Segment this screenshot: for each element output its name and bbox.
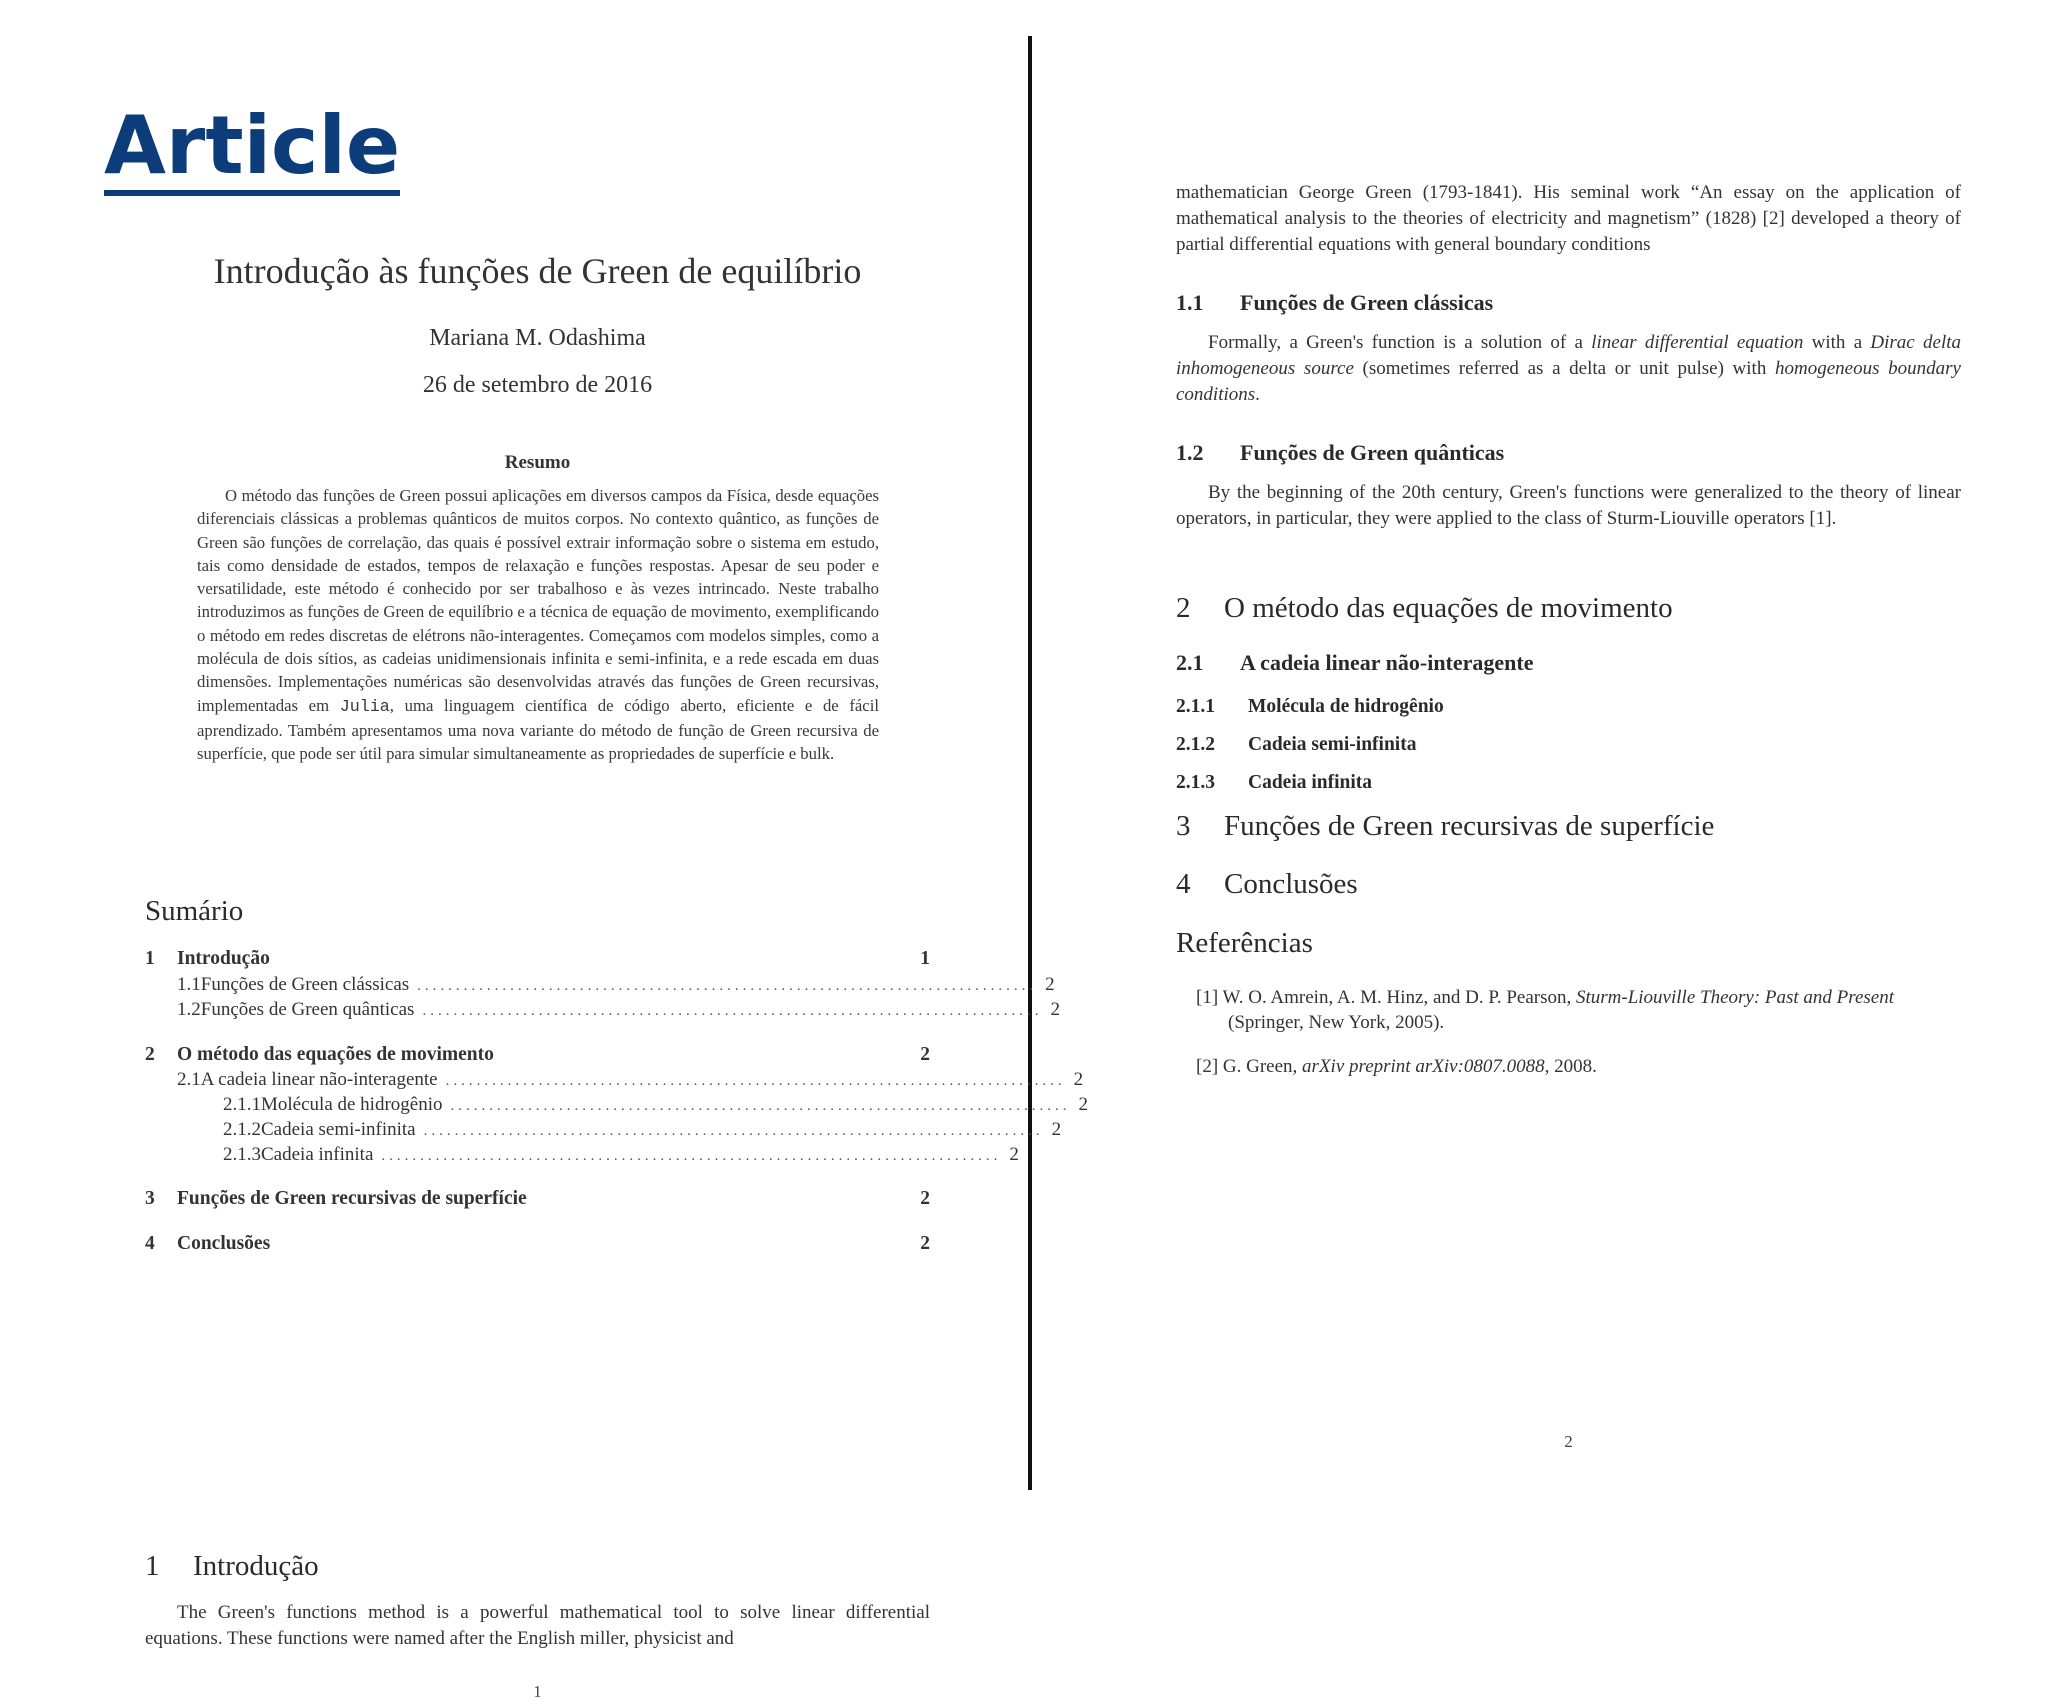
ref1-publisher: (Springer, New York, 2005). (1228, 1012, 1445, 1033)
section-2-number: 2 (1176, 592, 1191, 624)
toc-entry (145, 1094, 1089, 1116)
toc-entry-label: Cadeia infinita (261, 1144, 374, 1165)
section-4-number: 4 (1176, 868, 1191, 900)
toc-leader-dots: ................................................................................ (423, 1123, 1044, 1139)
section-2-1-number: 2.1 (1176, 650, 1204, 675)
references-heading: Referências (1176, 927, 1313, 959)
document-date: 26 de setembro de 2016 (422, 372, 653, 398)
section-2-heading (1176, 592, 1673, 625)
document-author: Mariana M. Odashima (429, 325, 646, 351)
toc-entry (145, 1144, 1019, 1166)
section-1-2-heading (1176, 440, 1504, 466)
ref2-title: arXiv preprint arXiv:0807.0088 (1302, 1056, 1545, 1077)
ref2-authors: [2] G. Green, (1196, 1056, 1303, 1077)
section-2-1-3-heading (1176, 772, 1372, 794)
toc-entry-page: 1 (920, 948, 930, 969)
section-4-title: Conclusões (1224, 868, 1358, 900)
abstract-heading: Resumo (504, 452, 571, 473)
reference-1 (1196, 985, 1961, 1035)
toc-entry (145, 974, 1055, 996)
document-title: Introdução às funções de Green de equilíbrio (213, 251, 862, 291)
ref1-title: Sturm-Liouville Theory: Past and Present (1575, 987, 1895, 1008)
abstract-text-2: , uma linguagem científica de código aberto, eficiente e de fácil aprendizado. Também apresentamos uma nova variante do método de função de Green recursiva de superfície, que pode ser útil para simular simultaneamente as propriedades de superfície e bulk. (197, 695, 879, 764)
section-1-1-number: 1.1 (1176, 290, 1204, 315)
section-2-1-3-title: Cadeia infinita (1248, 772, 1373, 793)
toc-leader-dots: ................................................................................ (381, 1148, 1002, 1164)
toc-heading: Sumário (145, 895, 244, 927)
toc-entry-number: 2.1.2 (223, 1119, 261, 1140)
s11-text-f: homogeneous boundary conditions (1176, 358, 1961, 405)
section-1-2-text: By the beginning of the 20th century, Green's functions were generalized to the theory of linear operators, in particular, they were applied to the class of Sturm-Liouville operators [1]. (1176, 482, 1961, 529)
toc-entry-label: Funções de Green quânticas (200, 999, 415, 1020)
toc-entry-page: 2 (1051, 1119, 1062, 1140)
page-divider (1028, 36, 1032, 1490)
toc-entry (145, 1233, 930, 1255)
section-2-1-2-title: Cadeia semi-infinita (1248, 734, 1417, 755)
section-2-title: O método das equações de movimento (1224, 592, 1673, 624)
toc-entry-number: 2.1 (177, 1069, 201, 1090)
toc-entry (145, 1119, 1062, 1141)
toc-entry-number: 3 (145, 1188, 155, 1209)
toc-entry-label: A cadeia linear não-interagente (200, 1069, 438, 1090)
toc-entry-label: Introdução (177, 948, 270, 969)
toc-entry (145, 1188, 930, 1210)
toc-entry-number: 1 (145, 948, 155, 969)
toc-entry-label: O método das equações de movimento (177, 1044, 494, 1065)
toc-entry (145, 1044, 930, 1066)
toc-leader-dots: ................................................................................ (422, 1003, 1043, 1019)
slide-title: Article (104, 106, 400, 196)
section-2-1-2-heading (1176, 734, 1416, 756)
toc-entry-number: 4 (145, 1233, 155, 1254)
section-2-1-1-title: Molécula de hidrogênio (1248, 696, 1444, 717)
section-2-1-3-number: 2.1.3 (1176, 772, 1215, 793)
s11-text-b: linear differential equation (1591, 332, 1804, 353)
section-2-1-heading (1176, 650, 1534, 676)
section-1-text: The Green's functions method is a powerful mathematical tool to solve linear differential equations. These functions were named after the English miller, physicist and (145, 1602, 930, 1649)
section-1-number: 1 (145, 1550, 160, 1582)
intro-continuation: mathematician George Green (1793-1841). His seminal work “An essay on the application of mathematical analysis to the theories of electricity and magnetism” (1828) [2] developed a theory of partial differential equations with general boundary conditions (1176, 182, 1961, 255)
toc-leader-dots: ................................................................................ (450, 1098, 1071, 1114)
page-number-2: 2 (1564, 1432, 1573, 1451)
toc-leader-dots: ................................................................................ (445, 1073, 1066, 1089)
abstract-code: Julia (339, 697, 390, 717)
toc-entry-page: 2 (920, 1233, 930, 1254)
toc-entry-page: 2 (1045, 974, 1055, 995)
section-2-1-title: A cadeia linear não-interagente (1240, 650, 1534, 675)
section-4-heading (1176, 868, 1358, 901)
toc-entry-number: 2.1.1 (223, 1094, 261, 1115)
section-1-1-heading (1176, 290, 1493, 316)
section-1-1-text (1176, 330, 1961, 408)
toc-entry-page: 2 (1073, 1069, 1084, 1090)
toc-entry-number: 2 (145, 1044, 155, 1065)
section-1-heading (145, 1550, 319, 1583)
toc-entry-number: 1.1 (177, 974, 201, 995)
section-1-2-number: 1.2 (1176, 440, 1204, 465)
toc-entry-number: 1.2 (177, 999, 201, 1020)
s11-text-g: . (1255, 384, 1260, 405)
s11-text-e: (sometimes referred as a delta or unit pulse) with (1353, 358, 1776, 379)
ref2-year: , 2008. (1544, 1056, 1597, 1077)
s11-text-c: with a (1803, 332, 1871, 353)
section-2-1-1-number: 2.1.1 (1176, 696, 1215, 717)
toc-entry-number: 2.1.3 (223, 1144, 261, 1165)
toc-entry-label: Conclusões (177, 1233, 271, 1254)
toc-entry-page: 2 (1078, 1094, 1089, 1115)
page-number-1: 1 (533, 1682, 542, 1701)
toc-entry (145, 1069, 1084, 1091)
abstract-text-1: O método das funções de Green possui aplicações em diversos campos da Física, desde equações diferenciais clássicas a problemas quânticos de muitos corpos. No contexto quântico, as funções de Green são funções de correlação, das quais é possível extrair informação sobre o sistema em estudo, tais como densidade de estados, tempos de relaxação e funções respostas. Apesar de seu poder e versatilidade, este método é conhecido por ser trabalhoso e às vezes intrincado. Neste trabalho introduzimos as funções de Green de equilíbrio e a técnica de equação de movimento, exemplificando o método em redes discretas de elétrons não-interagentes. Começamos com modelos simples, como a molécula de dois sítios, as cadeias unidimensionais infinita e semi-infinita, e a rede escada em duas dimensões. Implementações numéricas são desenvolvidas através das funções de Green recursivas, implementadas em (197, 486, 879, 715)
s11-text-d: Dirac delta inhomogeneous source (1176, 332, 1961, 379)
section-3-title: Funções de Green recursivas de superfície (1224, 810, 1715, 842)
toc-entry-label: Cadeia semi-infinita (261, 1119, 416, 1140)
ref1-authors: [1] W. O. Amrein, A. M. Hinz, and D. P. Pearson, (1196, 987, 1576, 1008)
section-2-1-2-number: 2.1.2 (1176, 734, 1215, 755)
toc-entry-label: Molécula de hidrogênio (261, 1094, 443, 1115)
reference-2 (1196, 1054, 1961, 1079)
toc-entry-label: Funções de Green clássicas (200, 974, 410, 995)
toc-entry-page: 2 (920, 1044, 930, 1065)
section-3-number: 3 (1176, 810, 1191, 842)
toc-entry-page: 2 (1050, 999, 1060, 1020)
s11-text-a: Formally, a Green's function is a solution of a (1208, 332, 1592, 353)
section-1-title: Introdução (193, 1550, 319, 1582)
toc-entry (145, 999, 1060, 1021)
section-1-1-title: Funções de Green clássicas (1240, 290, 1494, 315)
section-1-2-title: Funções de Green quânticas (1240, 440, 1505, 465)
toc-entry-page: 2 (1009, 1144, 1019, 1165)
toc-entry (145, 948, 930, 970)
toc-leader-dots: ................................................................................ (417, 978, 1038, 994)
section-3-heading (1176, 810, 1714, 843)
abstract-body (197, 484, 879, 766)
toc-entry-page: 2 (920, 1188, 930, 1209)
toc-entry-label: Funções de Green recursivas de superfície (177, 1188, 527, 1209)
section-2-1-1-heading (1176, 696, 1444, 718)
